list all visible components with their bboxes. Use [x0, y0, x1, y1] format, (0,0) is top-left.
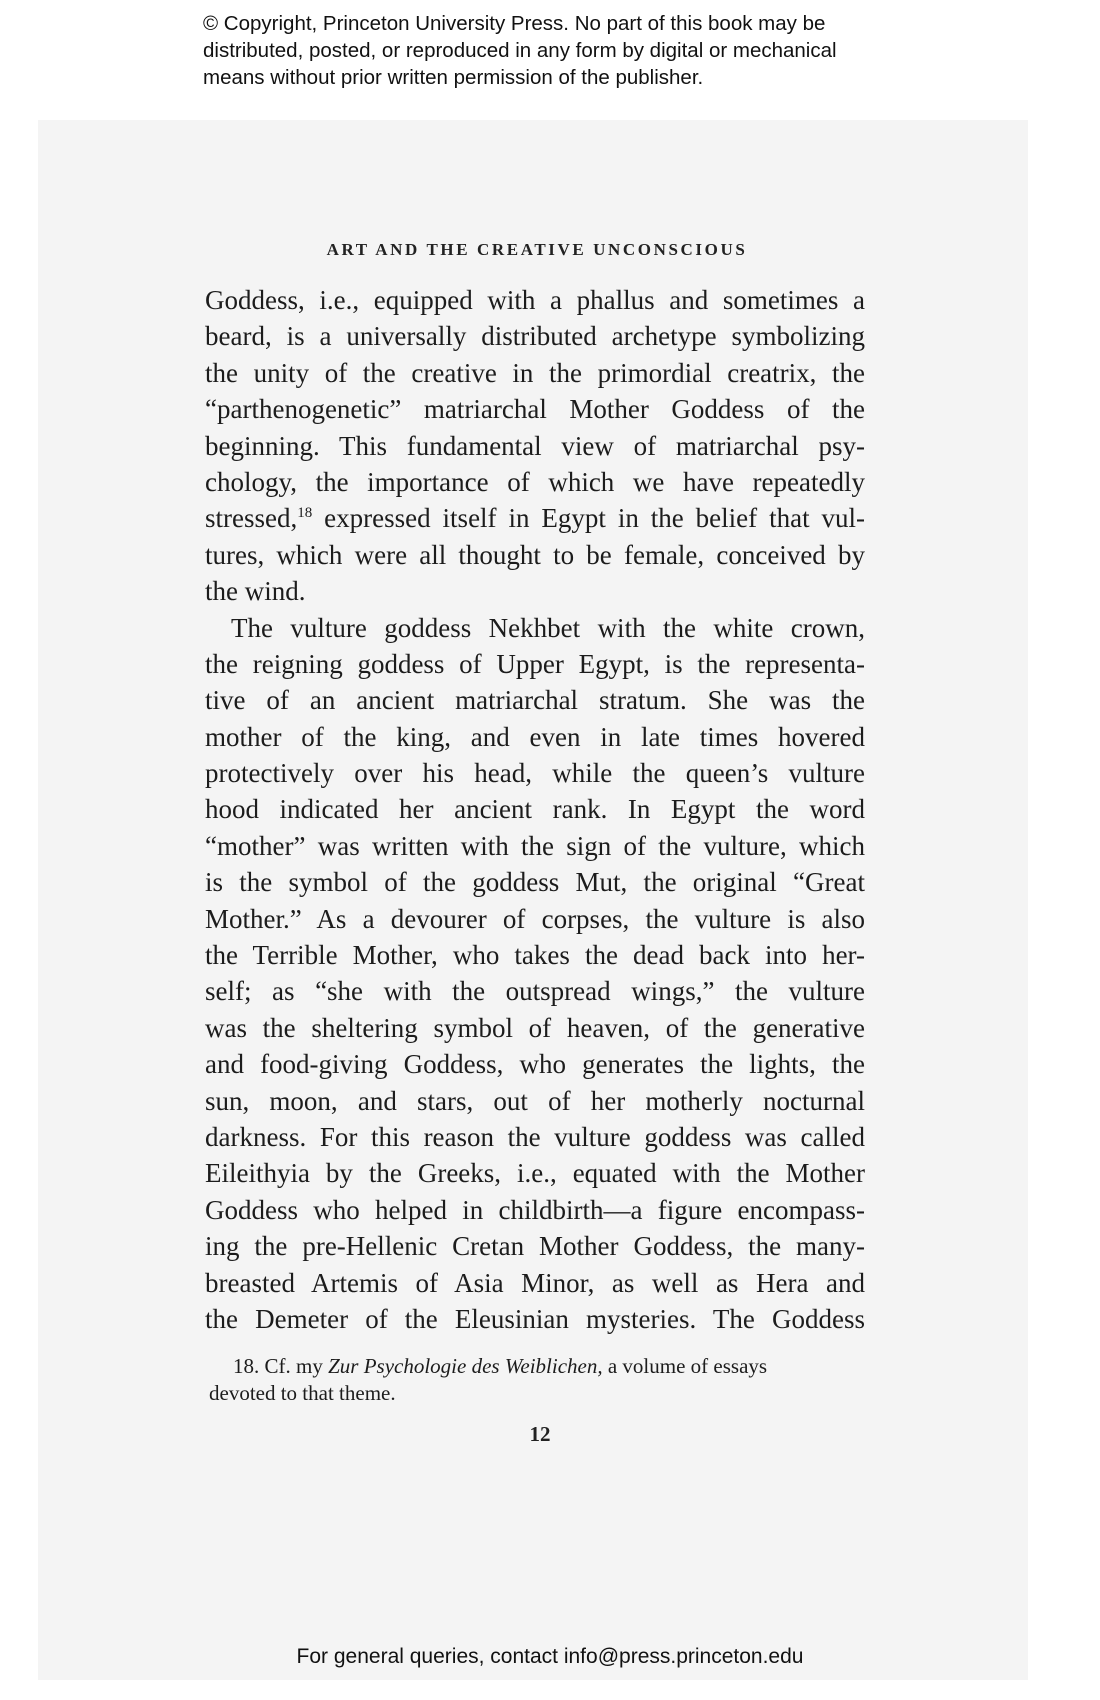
copyright-line: means without prior written permission of the publisher. — [203, 66, 704, 89]
body-text — [205, 282, 865, 1337]
text-line: chology, the importance of which we have repeatedly — [205, 466, 865, 497]
text-line: the unity of the creative in the primordial creatrix, the — [205, 357, 865, 388]
text-line: mother of the king, and even in late times hovered — [205, 721, 865, 752]
text-line: the Terrible Mother, who takes the dead back into her- — [205, 940, 865, 971]
text-line: was the sheltering symbol of heaven, of the generative — [205, 1012, 865, 1043]
text-line-with-note — [205, 500, 865, 536]
footnote-marker[interactable]: 18 — [297, 505, 313, 522]
text-line: darkness. For this reason the vulture goddess was called — [205, 1121, 865, 1152]
footnote — [209, 1353, 865, 1407]
text-line: tive of an ancient matriarchal stratum. She was the — [205, 685, 865, 716]
text-line: hood indicated her ancient rank. In Egypt the word — [205, 794, 865, 825]
paragraph-start-line: The vulture goddess Nekhbet with the white crown, — [231, 612, 865, 643]
contact-footer: For general queries, contact info@press.princeton.edu — [296, 1645, 804, 1668]
text-line: “parthenogenetic” matriarchal Mother Goddess of the — [205, 394, 865, 425]
copyright-notice — [203, 10, 923, 91]
footnote-text: a volume of essays — [602, 1354, 768, 1378]
text-line: beginning. This fundamental view of matriarchal psy- — [205, 430, 865, 461]
text-line: Mother.” As a devourer of corpses, the vulture is also — [205, 903, 865, 934]
copyright-line: © Copyright, Princeton University Press. No part of this book may be — [203, 12, 826, 35]
footnote-number: 18. Cf. my — [233, 1354, 329, 1378]
text-line: Goddess who helped in childbirth—a figure encompass- — [205, 1194, 865, 1225]
text-line: the wind. — [205, 576, 306, 607]
text-segment: stressed, — [205, 503, 298, 534]
copyright-line: distributed, posted, or reproduced in any form by digital or mechanical — [203, 39, 837, 62]
text-segment: expressed itself in Egypt in the belief that vul- — [312, 503, 865, 534]
footnote-line: devoted to that theme. — [209, 1381, 396, 1405]
text-line: Goddess, i.e., equipped with a phallus and sometimes a — [205, 285, 865, 315]
text-line: protectively over his head, while the queen’s vulture — [205, 758, 865, 789]
page-number: 12 — [529, 1422, 551, 1446]
text-line: breasted Artemis of Asia Minor, as well as Hera and — [205, 1267, 865, 1298]
text-line: the reigning goddess of Upper Egypt, is the representa- — [205, 648, 865, 679]
text-line: beard, is a universally distributed archetype symbolizing — [205, 321, 865, 352]
text-line: “mother” was written with the sign of the vulture, which — [205, 830, 865, 861]
text-line: tures, which were all thought to be female, conceived by — [205, 539, 865, 570]
text-line: self; as “she with the outspread wings,” the vulture — [205, 976, 865, 1007]
text-line: sun, moon, and stars, out of her motherly nocturnal — [205, 1085, 865, 1116]
footnote-line — [209, 1353, 865, 1380]
text-line: and food-giving Goddess, who generates the lights, the — [205, 1049, 865, 1080]
text-line: ing the pre-Hellenic Cretan Mother Goddess, the many- — [205, 1231, 865, 1262]
text-line: Eileithyia by the Greeks, i.e., equated with the Mother — [205, 1158, 865, 1189]
text-line: the Demeter of the Eleusinian mysteries. The Goddess — [205, 1303, 865, 1334]
footnote-cited-title: Zur Psychologie des Weiblichen, — [328, 1354, 603, 1378]
running-head: ART AND THE CREATIVE UNCONSCIOUS — [326, 240, 748, 259]
text-line: is the symbol of the goddess Mut, the original “Great — [205, 867, 865, 898]
